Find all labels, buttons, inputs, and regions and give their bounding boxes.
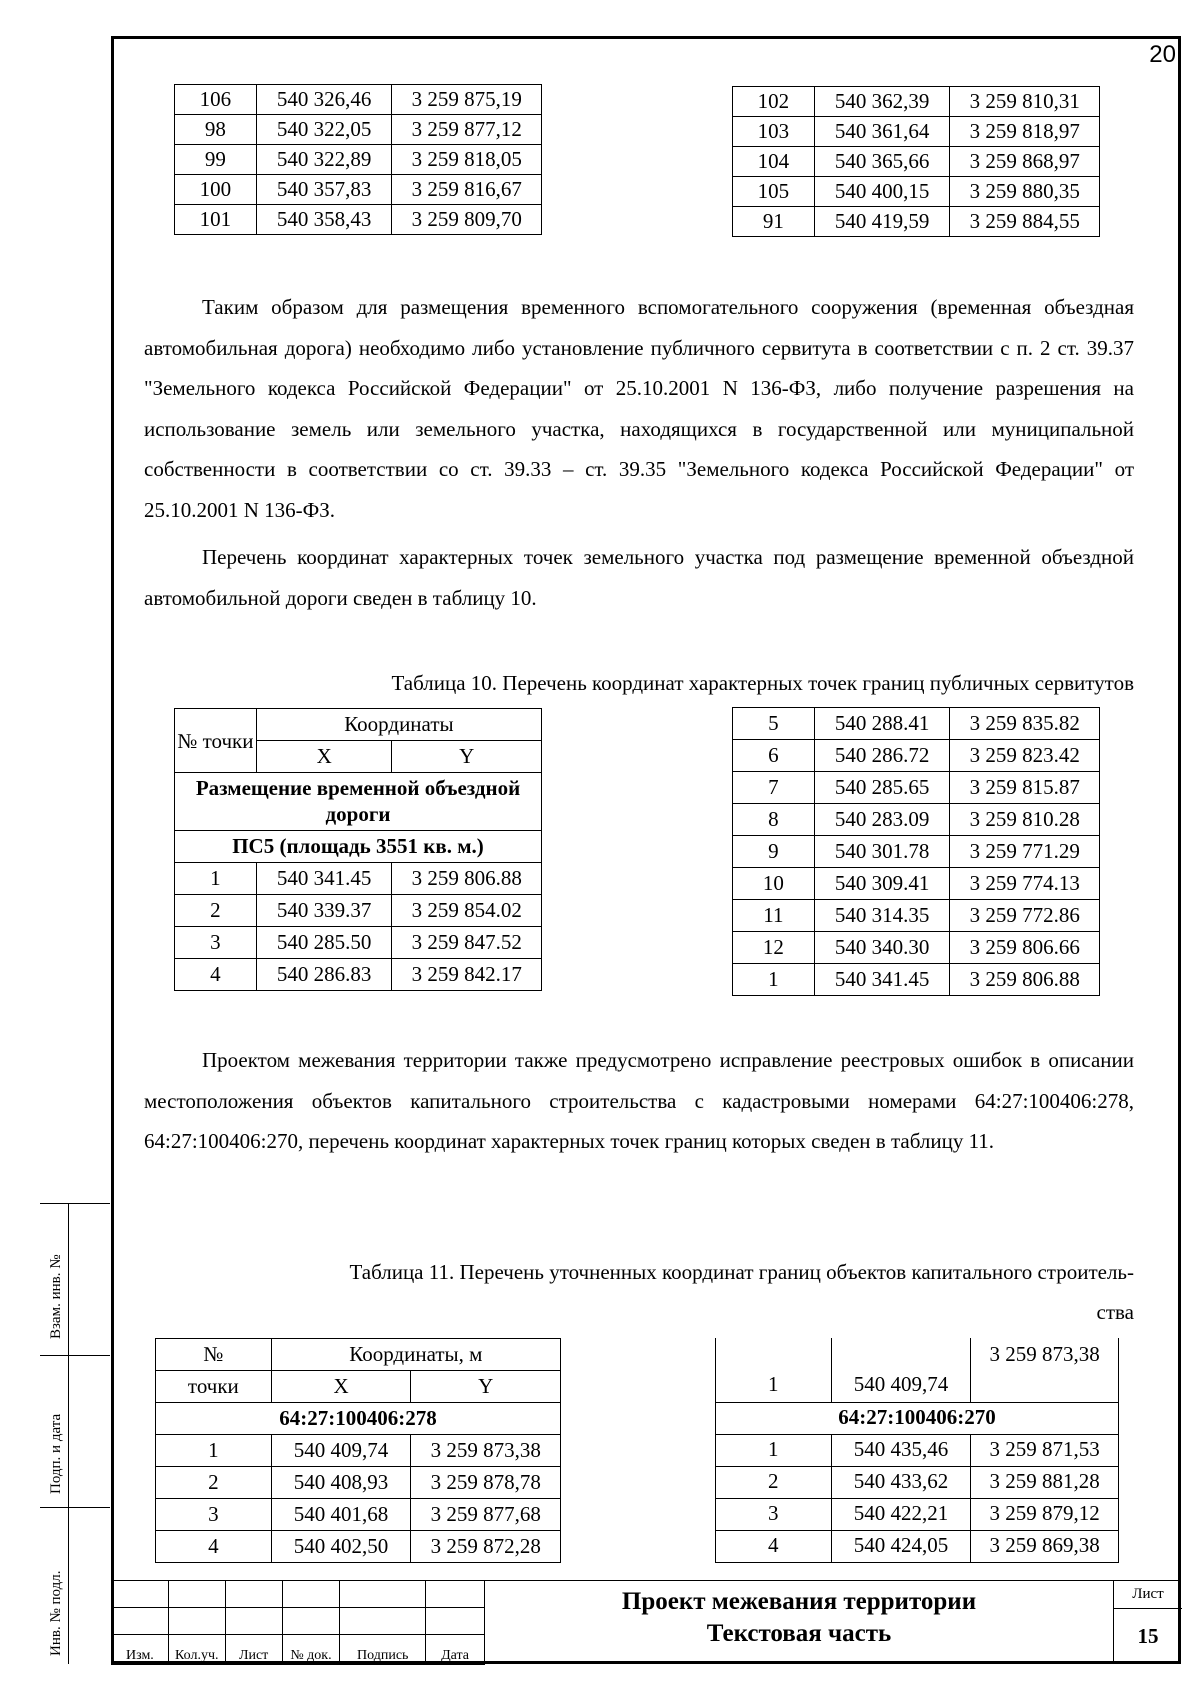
cell-y: 3 259 881,28 [971,1466,1119,1498]
side-label-vzam: Взам. инв. № [48,1254,64,1339]
table-row [733,117,1100,147]
header-coordinates: Координаты [256,709,541,741]
cell-y: 3 259 878,78 [411,1467,561,1499]
header-coordinates: Координаты, м [271,1339,560,1371]
table-10-caption: Таблица 10. Перечень координат характерных точек границ публичных сервитутов [391,671,1134,695]
table-row [733,772,1100,804]
header-point-no: № точки [175,709,257,773]
table-row [175,863,542,895]
cell-x: 540 400,15 [814,177,950,207]
stamp-col-label: Изм. [112,1635,169,1665]
cell-x: 540 326,46 [256,85,392,115]
cell-y: 3 259 823.42 [950,740,1100,772]
cell-y: 3 259 806.66 [950,932,1100,964]
cell-x: 540 339.37 [256,895,392,927]
stamp-col-label: Подпись [340,1635,426,1665]
cell-x: 540 409,74 [271,1435,411,1467]
table-10-right [732,707,1100,996]
side-field-vzam [40,1203,110,1356]
stamp-col-label: Дата [426,1635,485,1665]
cell-y: 3 259 772.86 [950,900,1100,932]
cell-x: 540 402,50 [271,1531,411,1563]
cell-y: 3 259 869,38 [971,1530,1119,1562]
cell-point: 100 [175,175,257,205]
cell-y: 3 259 809,70 [392,205,542,235]
cell-point: 9 [733,836,815,868]
paragraph-table11-intro: Проектом межевания территории также предусмотрено исправление реестровых ошибок в описании местоположения объектов капитального строительства с кадастровыми номерами 64:27:100406:278, 64:27:100406:270, перечень координат характерных точек границ которых сведен в таблицу 11. [144,1048,1134,1153]
cell-x: 540 401,68 [271,1499,411,1531]
cell-x: 540 365,66 [814,147,950,177]
cell-point: 1 [733,964,815,996]
table-row [733,932,1100,964]
cell-x: 540 358,43 [256,205,392,235]
cell-x: 540 362,39 [814,87,950,117]
side-label-inv: Инв. № подл. [48,1570,64,1656]
cell-y: 3 259 806.88 [392,863,542,895]
cell-y: 3 259 806.88 [950,964,1100,996]
table-row [733,207,1100,237]
table-row [716,1530,1119,1562]
cell-y: 3 259 810.28 [950,804,1100,836]
cell-y: 3 259 854.02 [392,895,542,927]
cell-x: 540 340.30 [814,932,950,964]
cell-point: 2 [175,895,257,927]
table-row [156,1435,561,1467]
header-x: X [256,741,392,773]
sheet-box [1113,1580,1182,1664]
cell-y: 3 259 884,55 [950,207,1100,237]
sheet-number: 15 [1137,1624,1159,1648]
table-row [156,1531,561,1563]
cell-x: 540 301.78 [814,836,950,868]
table-row [733,740,1100,772]
table-row [175,927,542,959]
cell-y: 3 259 815.87 [950,772,1100,804]
side-label-podp: Подп. и дата [48,1413,64,1494]
table-row [156,1499,561,1531]
cell-point: 11 [733,900,815,932]
cell-point: 3 [175,927,257,959]
cell-y: 3 259 873,38 [411,1435,561,1467]
cell-point: 101 [175,205,257,235]
cell-y: 3 259 879,12 [971,1498,1119,1530]
table-row [716,1434,1119,1466]
header-x: X [271,1371,411,1403]
table-row [733,804,1100,836]
table-row [733,868,1100,900]
cell-x: 540 309.41 [814,868,950,900]
cell-y: 3 259 818,05 [392,145,542,175]
document-title-line2: Текстовая часть [706,1620,892,1647]
cell-x: 540 361,64 [814,117,950,147]
table-row [716,1466,1119,1498]
cell-y: 3 259 868,97 [950,147,1100,177]
section-title: Размещение временной объездной дороги [175,773,542,831]
cell-point: 4 [156,1531,272,1563]
table-11-right [715,1338,1119,1563]
cell-x: 540 419,59 [814,207,950,237]
cell-x: 540 341.45 [256,863,392,895]
stamp-col-label: Лист [225,1635,282,1665]
table-10-left [174,708,542,991]
cell-x: 540 322,05 [256,115,392,145]
header-y: Y [411,1371,561,1403]
subsection-title: ПС5 (площадь 3551 кв. м.) [175,831,542,863]
table-row [175,959,542,991]
cell-y: 3 259 842.17 [392,959,542,991]
cell-x: 540 314.35 [814,900,950,932]
cell-y: 3 259 774.13 [950,868,1100,900]
cell-y: 3 259 875,19 [392,85,542,115]
cell-point: 103 [733,117,815,147]
header-y: Y [392,741,542,773]
table-row [175,895,542,927]
cell-point: 105 [733,177,815,207]
table-row [733,177,1100,207]
section-cadastral-278: 64:27:100406:278 [156,1403,561,1435]
table-row [716,1498,1119,1530]
cell-point: 4 [175,959,257,991]
cell-y: 3 259 771.29 [950,836,1100,868]
cell-point: 3 [716,1498,832,1530]
cont-x: 540 409,74 [831,1338,971,1402]
cell-point: 10 [733,868,815,900]
cell-y: 3 259 835.82 [950,708,1100,740]
cell-x: 540 422,21 [831,1498,971,1530]
table-11-left [155,1338,561,1563]
cell-x: 540 286.72 [814,740,950,772]
cell-point: 2 [156,1467,272,1499]
cell-x: 540 435,46 [831,1434,971,1466]
table-11-caption-line1: Таблица 11. Перечень уточненных координат границ объектов капитального строитель- [349,1260,1134,1284]
coords-table-top-left [174,84,542,235]
page-number: 20 [1149,41,1176,68]
cell-point: 1 [716,1434,832,1466]
cell-y: 3 259 880,35 [950,177,1100,207]
title-block-top-line [485,1580,1181,1581]
section-cadastral-270: 64:27:100406:270 [716,1402,1119,1434]
cell-x: 540 433,62 [831,1466,971,1498]
table-row [175,175,542,205]
table-row [733,708,1100,740]
cell-y: 3 259 816,67 [392,175,542,205]
table-row [175,205,542,235]
table-11-caption-line2: ства [1096,1300,1134,1324]
table-row [175,85,542,115]
cell-x: 540 408,93 [271,1467,411,1499]
cell-point: 99 [175,145,257,175]
cell-point: 2 [716,1466,832,1498]
table-row [733,836,1100,868]
table-row [733,87,1100,117]
coords-table-top-right [732,86,1100,237]
cell-x: 540 322,89 [256,145,392,175]
cell-x: 540 285.65 [814,772,950,804]
cell-point: 91 [733,207,815,237]
cell-point: 4 [716,1530,832,1562]
document-title [485,1586,1113,1650]
cell-x: 540 283.09 [814,804,950,836]
cell-point: 1 [175,863,257,895]
cell-y: 3 259 877,68 [411,1499,561,1531]
title-block-grid [111,1580,485,1665]
cell-y: 3 259 818,97 [950,117,1100,147]
cell-point: 8 [733,804,815,836]
cont-point: 1 [716,1338,832,1402]
paragraph-servitude: Таким образом для размещения временного вспомогательного сооружения (временная объездная автомобильная дорога) необходимо либо установление публичного сервитута в соответствии с п. 2 ст. 39.37 "Земельного кодекса Российской Федерации" от 25.10.2001 N 136-ФЗ, либо получение разрешения на использование земель или земельного участка, находящихся в государственной или муниципальной собственности в соответствии со ст. 39.33 – ст. 39.35 "Земельного кодекса Российской Федерации" от 25.10.2001 N 136-ФЗ. [144,295,1134,522]
cell-y: 3 259 877,12 [392,115,542,145]
document-title-line1: Проект межевания территории [621,1588,977,1615]
sheet-label: Лист [1114,1580,1182,1609]
cell-y: 3 259 871,53 [971,1434,1119,1466]
cell-point: 7 [733,772,815,804]
cell-x: 540 424,05 [831,1530,971,1562]
cell-point: 5 [733,708,815,740]
cell-point: 6 [733,740,815,772]
cell-point: 98 [175,115,257,145]
cell-point: 106 [175,85,257,115]
cont-y: 3 259 873,38 [971,1338,1119,1402]
cell-x: 540 288.41 [814,708,950,740]
header-no: № [156,1339,272,1371]
table-row [175,115,542,145]
cell-x: 540 341.45 [814,964,950,996]
table-row [156,1467,561,1499]
cell-x: 540 286.83 [256,959,392,991]
cell-y: 3 259 872,28 [411,1531,561,1563]
cell-y: 3 259 810,31 [950,87,1100,117]
cell-y: 3 259 847.52 [392,927,542,959]
cell-point: 102 [733,87,815,117]
header-point: точки [156,1371,272,1403]
side-field-inv [40,1507,110,1665]
table-row [175,145,542,175]
stamp-col-label: Кол.уч. [168,1635,225,1665]
cell-point: 104 [733,147,815,177]
table-row [733,147,1100,177]
table-row [733,900,1100,932]
stamp-col-label: № док. [282,1635,340,1665]
cell-x: 540 285.50 [256,927,392,959]
cell-x: 540 357,83 [256,175,392,205]
cell-point: 1 [156,1435,272,1467]
paragraph-table10-intro: Перечень координат характерных точек земельного участка под размещение временной объездной автомобильной дороги сведен в таблицу 10. [144,545,1134,610]
cell-point: 3 [156,1499,272,1531]
cell-point: 12 [733,932,815,964]
side-field-podp [40,1355,110,1508]
table-row [733,964,1100,996]
